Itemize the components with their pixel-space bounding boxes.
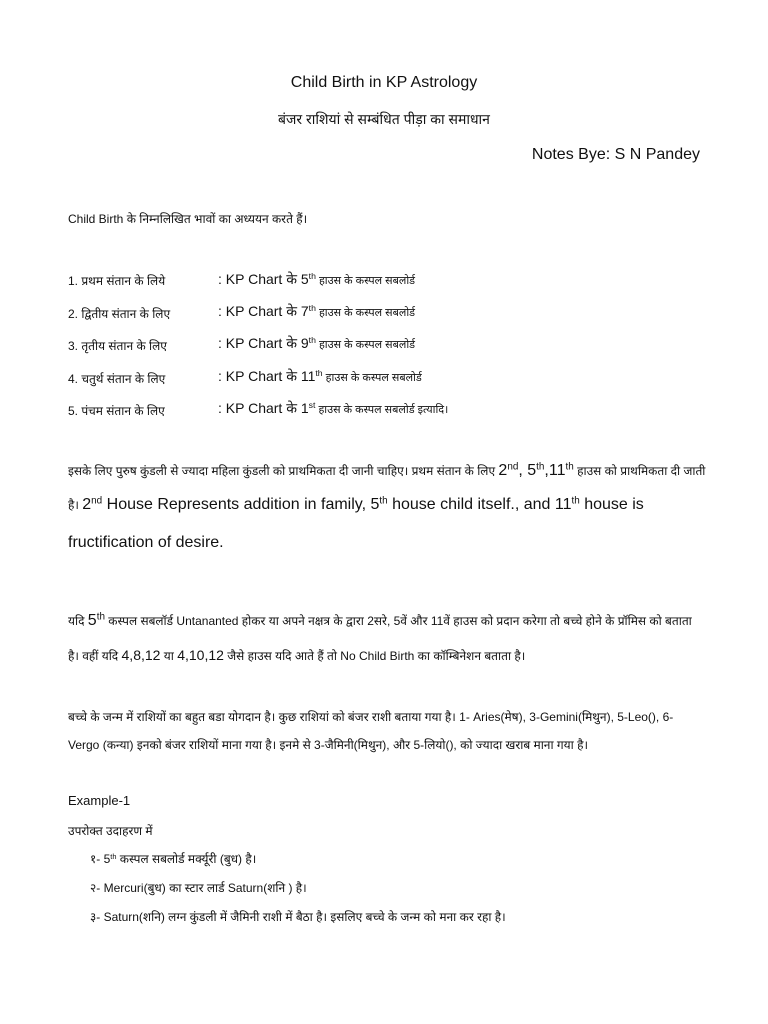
paragraph-line: fructification of desire.: [68, 534, 224, 551]
author-line: Notes Bye: S N Pandey: [531, 146, 700, 163]
paragraph-line: Vergo (कन्या) इनको बंजर राशियों माना गया है। इनमे से 3-जैमिनी(मिथुन), और 5-लियो(), को ज्यादा खराब माना गया है।: [68, 738, 588, 752]
paragraph-line: है। 2nd House Represents addition in family, 5th house child itself., and 11th house is: [68, 495, 644, 513]
list-label: 2. द्वितीय संतान के लिए: [68, 307, 171, 321]
list-value: : KP Chart के 9th हाउस के कस्पल सबलोर्ड: [218, 335, 416, 351]
list-value: : KP Chart के 5th हाउस के कस्पल सबलोर्ड: [218, 271, 416, 287]
list-label: 5. पंचम संतान के लिए: [68, 404, 165, 418]
paragraph-line: इसके लिए पुरुष कुंडली से ज्यादा महिला कुंडली को प्राथमिकता दी जानी चाहिए। प्रथम संतान के लिए 2nd, 5th,11th हाउस को प्राथमिकता दी जाती: [68, 461, 706, 479]
example-item: २- Mercuri(बुध) का स्टार लार्ड Saturn(शनि ) है।: [90, 881, 307, 895]
paragraph-line: है। वहीं यदि 4,8,12 या 4,10,12 जैसे हाउस यदि आते हैं तो No Child Birth का कॉम्बिनेशन बताता है।: [68, 647, 526, 663]
paragraph-line: यदि 5th कस्पल सबलॉर्ड Untananted होकर या अपने नक्षत्र के द्वारा 2सरे, 5वें और 11वें हाउस को प्रदान करेगा तो बच्चे होने के प्रॉमिस को बताता: [68, 611, 692, 629]
example-intro: उपरोक्त उदाहरण में: [68, 824, 153, 838]
list-value: : KP Chart के 7th हाउस के कस्पल सबलोर्ड: [218, 303, 416, 319]
document-title: Child Birth in KP Astrology: [290, 74, 478, 91]
intro-line: Child Birth के निम्नलिखित भावों का अध्ययन करते हैं।: [68, 212, 308, 226]
list-value: : KP Chart के 11th हाउस के कस्पल सबलोर्ड: [218, 368, 422, 384]
example-item: ३- Saturn(शनि) लग्न कुंडली में जैमिनी राशी में बैठा है। इसलिए बच्चे के जन्म को मना कर रहा है।: [90, 910, 506, 924]
list-label: 4. चतुर्थ संतान के लिए: [68, 372, 166, 386]
document-subtitle: बंजर राशियां से सम्बंधित पीड़ा का समाधान: [278, 111, 490, 127]
list-value: : KP Chart के 1st हाउस के कस्पल सबलोर्ड इत्यादि।: [218, 400, 449, 416]
list-label: 1. प्रथम संतान के लिये: [68, 274, 166, 288]
list-label: 3. तृतीय संतान के लिए: [68, 339, 167, 353]
example-heading: Example-1: [68, 793, 131, 808]
example-item: १- 5th कस्पल सबलोर्ड मर्क्यूरी (बुध) है।: [90, 851, 257, 866]
paragraph-line: बच्चे के जन्म में राशियों का बहुत बडा योगदान है। कुछ राशियां को बंजर राशी बताया गया है। 1- Aries(मेष), 3-Gemini(मिथुन), 5-Leo(), 6-: [68, 710, 674, 724]
